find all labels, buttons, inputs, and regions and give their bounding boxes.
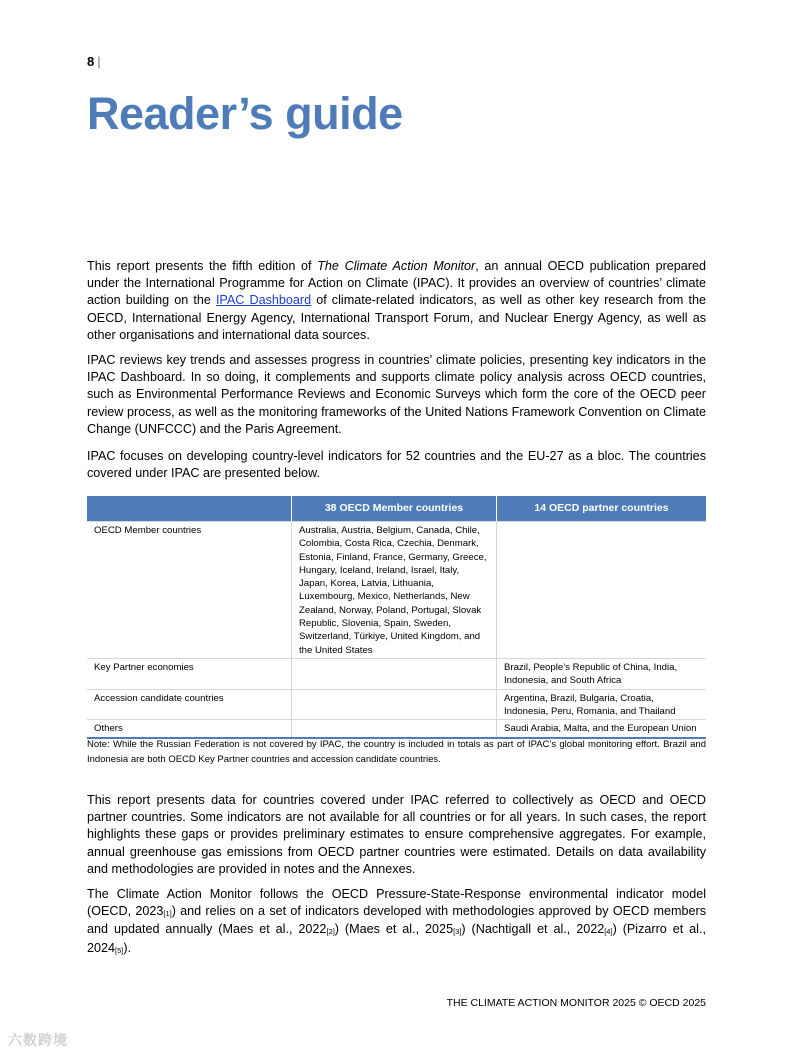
paragraph-methodology: The Climate Action Monitor follows the OECD Pressure-State-Response environmental indicator model (OECD, $2023_{[1]}$) and relies on a set of indicators developed with methodologies approved by OECD members and updated annually (Maes et al., $2022_{[2]}$) (Maes et al., $2025_{[3]}$) (Nachtigall et al., $2022_{[4]}$) (Pizarro et al., $2024_{[5]}$). [87,887,706,955]
table-header-partners: 14 OECD partner countries [497,496,707,522]
row-label: Accession candidate countries [87,689,292,720]
table-note: Note: While the Russian Federation is not covered by IPAC, the country is included in totals as part of IPAC’s global monitoring effort. Brazil and Indonesia are both OECD Key Partner countries and accession candidate countries. [87,739,706,765]
paragraph-ipac-focus: IPAC focuses on developing country-level indicators for 52 countries and the EU-27 as a bloc. The countries covered under IPAC are presented below. [87,449,706,481]
table-row [87,689,706,720]
row-partner-cell: Brazil, People’s Republic of China, India, Indonesia, and South Africa [497,658,707,689]
reference-marker[interactable]: [1] [163,909,172,919]
page-footer: THE CLIMATE ACTION MONITOR 2025 © OECD 2025 [446,997,706,1009]
table-row [87,658,706,689]
page-title: Reader’s guide [87,88,403,139]
ipac-dashboard-link[interactable]: IPAC Dashboard [215,293,312,308]
reference-marker[interactable]: [5] [115,945,124,955]
row-label: Key Partner economies [87,658,292,689]
publication-title: The Climate Action Monitor [317,259,476,273]
row-label: Others [87,720,292,739]
row-oecd-cell [292,689,497,720]
watermark-logo: 六数跨境 [8,1032,68,1048]
row-oecd-cell [292,658,497,689]
reference-marker[interactable]: [4] [604,927,613,937]
countries-table [87,496,706,739]
table-row [87,522,706,659]
row-partner-cell: Saudi Arabia, Malta, and the European Union [497,720,707,739]
page-number: 8 | [87,54,101,69]
table-header-row [87,496,706,522]
paragraph-intro: This report presents the fifth edition of The Climate Action Monitor, an annual OECD publication prepared under the International Programme for Action on Climate (IPAC). It provides an overview of countries’ climate action building on the IPAC Dashboard of climate-related indicators, as well as other key research from the OECD, International Energy Agency, International Transport Forum, and Nuclear Energy Agency, as well as other organisations and international data sources. [87,259,706,342]
row-oecd-cell: Australia, Austria, Belgium, Canada, Chile, Colombia, Costa Rica, Czechia, Denmark, Estonia, Finland, France, Germany, Greece, Hungary, Iceland, Ireland, Israel, Italy, Japan, Korea, Latvia, Lithuania, Luxembourg, Mexico, Netherlands, New Zealand, Norway, Poland, Portugal, Slovak Republic, Slovenia, Spain, Sweden, Switzerland, Türkiye, United Kingdom, and the United States [292,522,497,659]
row-oecd-cell [292,720,497,739]
table-header-oecd-members: 38 OECD Member countries [292,496,497,522]
table-row [87,720,706,739]
paragraph-ipac-reviews: IPAC reviews key trends and assesses progress in countries’ climate policies, presenting key indicators in the IPAC Dashboard. In so doing, it complements and supports climate policy analysis across OECD countries, such as Environmental Performance Reviews and Economic Surveys which form the core of the OECD peer review process, as well as the monitoring frameworks of the United Nations Framework Convention on Climate Change (UNFCCC) and the Paris Agreement. [87,353,706,436]
reference-marker[interactable]: [3] [453,927,462,937]
reference-marker[interactable]: [2] [326,927,335,937]
row-partner-cell: Argentina, Brazil, Bulgaria, Croatia, Indonesia, Peru, Romania, and Thailand [497,689,707,720]
row-label: OECD Member countries [87,522,292,659]
paragraph-data-coverage: This report presents data for countries covered under IPAC referred to collectively as OECD and OECD partner countries. Some indicators are not available for all countries or for all years. In such cases, the report highlights these gaps or provides preliminary estimates to ensure comprehensive aggregates. For example, annual greenhouse gas emissions from OECD partner countries were estimated. Details on data availability and methodologies are provided in notes and the Annexes. [87,793,706,876]
row-partner-cell [497,522,707,659]
table-header-blank [87,496,292,522]
